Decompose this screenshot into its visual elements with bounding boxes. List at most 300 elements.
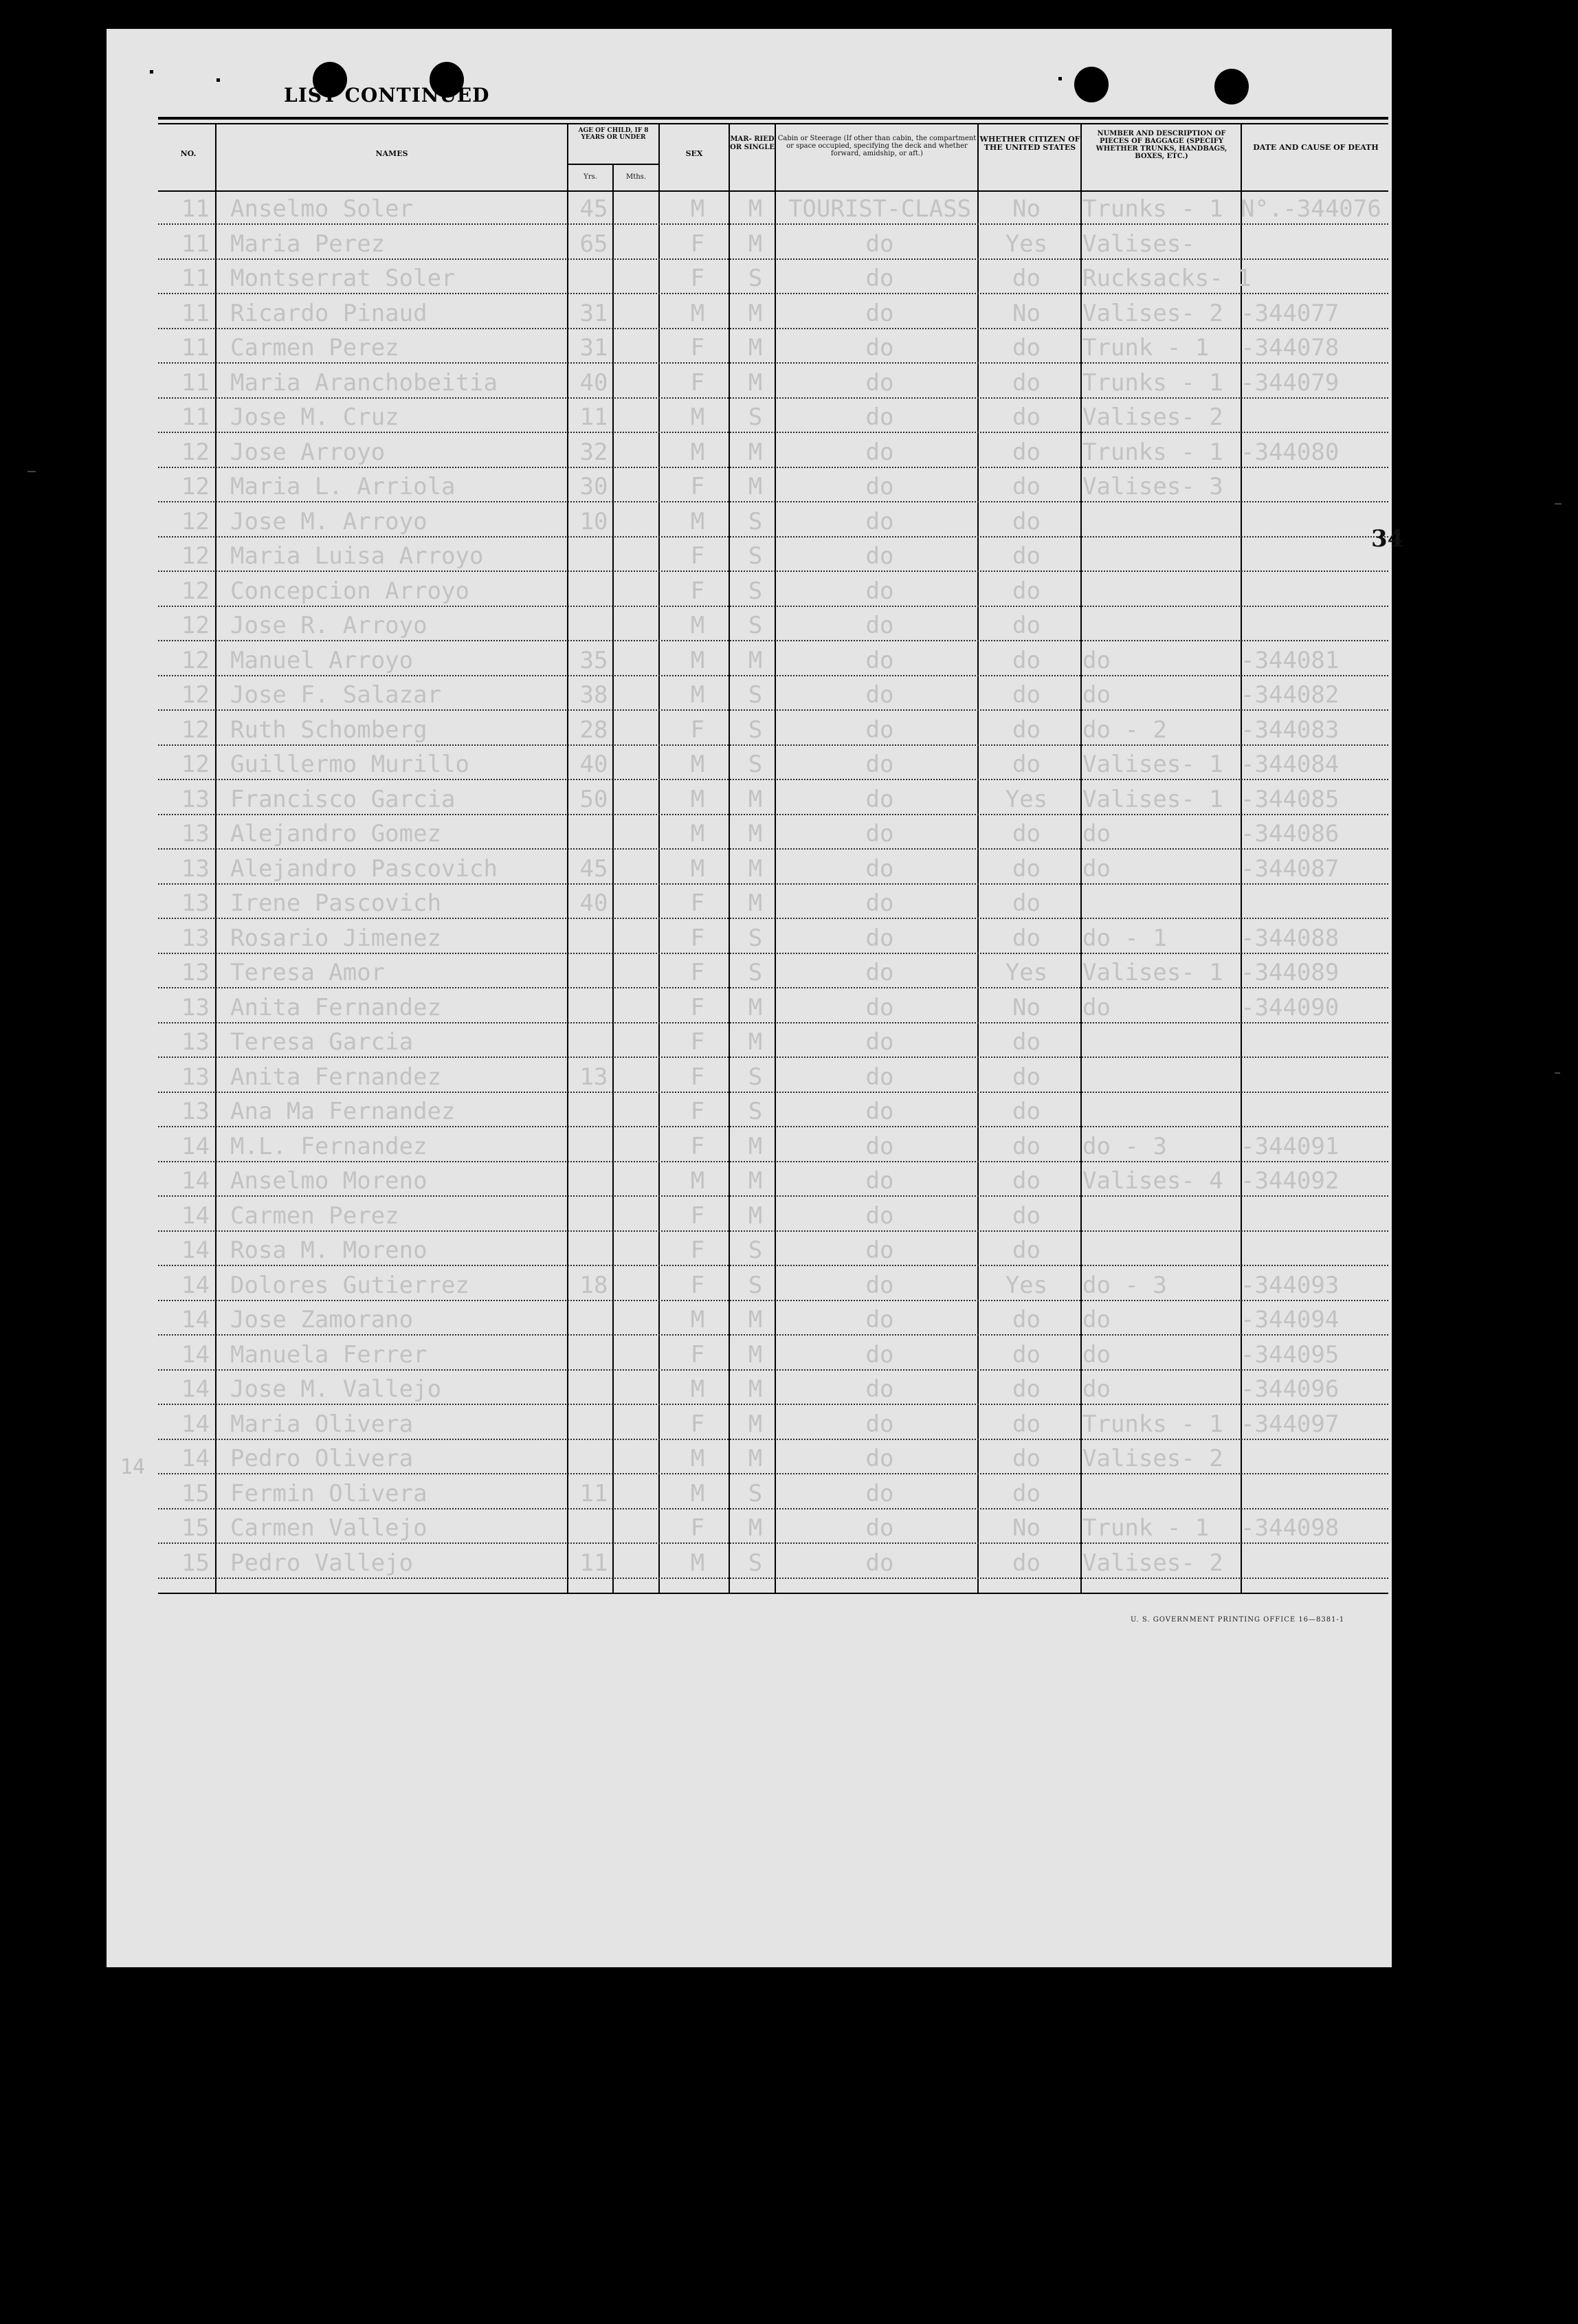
cell-no: 11 (181, 334, 210, 362)
cell-bag: Valises- 4 (1082, 1167, 1223, 1195)
margin-mark (1555, 1072, 1560, 1074)
cell-bag: Trunk - 1 (1082, 334, 1210, 362)
cell-no: 13 (181, 993, 210, 1021)
table-row (158, 432, 1388, 468)
cell-cit: do (1012, 1306, 1041, 1333)
cell-date: -344083 (1241, 716, 1340, 744)
cell-bag: do (1082, 1375, 1111, 1403)
cell-sex: M (690, 299, 705, 327)
cell-date: -344086 (1241, 820, 1340, 848)
cell-cabin: do (865, 1028, 894, 1056)
cell-mar: S (748, 959, 763, 986)
cell-sex: M (690, 785, 705, 813)
table-row (158, 1473, 1388, 1509)
cell-yrs (574, 1021, 614, 1056)
speck (150, 70, 153, 74)
cell-sex: F (690, 542, 705, 570)
cell-yrs (574, 1195, 614, 1230)
cell-date: -344094 (1241, 1306, 1340, 1333)
table-row (158, 223, 1388, 260)
header-cabin: Cabin or Steerage (If other than cabin, the compartment or space occupied, specifying the deck and whether forward, amidship, or aft.) (777, 135, 977, 157)
cell-bag (1082, 1230, 1241, 1265)
cell-mar: M (748, 334, 763, 362)
cell-no: 13 (181, 854, 210, 883)
cell-cit: Yes (1005, 230, 1048, 258)
cell-cit: do (1012, 473, 1041, 500)
cell-cabin: do (865, 785, 894, 813)
cell-name: Jose M. Arroyo (230, 507, 427, 535)
cell-no: 13 (181, 924, 210, 952)
cell-bag: do (1082, 681, 1111, 709)
cell-sex: M (690, 646, 705, 674)
cell-sex: M (690, 1549, 705, 1577)
cell-date: -344085 (1241, 785, 1340, 813)
cell-cabin: do (865, 716, 894, 744)
cell-no: 12 (181, 473, 210, 500)
header-date: DATE AND CAUSE OF DEATH (1253, 143, 1379, 152)
cell-name: Carmen Perez (230, 334, 399, 362)
cell-yrs (574, 1404, 614, 1439)
cell-cabin: do (865, 612, 894, 639)
manifest-sheet (107, 29, 1404, 1967)
cell-name: Pedro Vallejo (230, 1549, 414, 1577)
cell-bag: do (1082, 820, 1111, 848)
cell-name: Jose M. Cruz (230, 403, 399, 431)
bottom-rule (158, 1593, 1388, 1594)
cell-no: 12 (181, 577, 210, 605)
table-row (158, 952, 1388, 988)
cell-date: -344089 (1241, 959, 1340, 986)
cell-no: 15 (181, 1514, 210, 1542)
cell-name: Francisco Garcia (230, 785, 456, 813)
cell-name: Fermin Olivera (230, 1479, 427, 1507)
cell-cit: do (1012, 1132, 1041, 1160)
cell-mar: S (748, 1549, 763, 1577)
cell-mar: S (748, 1271, 763, 1299)
cell-mar: M (748, 1306, 763, 1333)
table-row (158, 918, 1388, 954)
cell-sex: M (690, 1375, 705, 1403)
table-row (158, 779, 1388, 815)
cell-name: Rosa M. Moreno (230, 1237, 427, 1264)
table-row (158, 501, 1388, 538)
cell-no: 14 (181, 1445, 210, 1472)
cell-no: 13 (181, 820, 210, 848)
cell-yrs (574, 258, 614, 293)
cell-sex: M (690, 1306, 705, 1333)
cell-cabin: do (865, 542, 894, 570)
cell-no: 12 (181, 542, 210, 570)
cell-name: Ruth Schomberg (230, 716, 427, 744)
cell-date (1241, 1091, 1399, 1126)
cell-date (1241, 605, 1399, 640)
cell-bag: Trunks - 1 (1082, 438, 1223, 466)
cell-sex: F (690, 1202, 705, 1230)
cell-sex: F (690, 716, 705, 744)
cell-mar: S (748, 577, 763, 605)
table-row (158, 258, 1388, 294)
cell-yrs: 35 (579, 646, 608, 674)
cell-cabin: do (865, 1445, 894, 1472)
header-age: AGE OF CHILD, IF 8 YEARS OR UNDER (578, 127, 649, 141)
cell-sex: F (690, 993, 705, 1021)
cell-name: Rosario Jimenez (230, 924, 442, 952)
table-row (158, 848, 1388, 885)
cell-mar: S (748, 507, 763, 535)
cell-no: 12 (181, 716, 210, 744)
cell-date (1241, 1230, 1399, 1265)
cell-bag (1082, 535, 1241, 571)
cell-date: -344078 (1241, 334, 1340, 362)
cell-sex: F (690, 1410, 705, 1438)
cell-name: Jose F. Salazar (230, 681, 442, 709)
cell-sex: F (690, 368, 705, 397)
cell-no: 14 (181, 1306, 210, 1333)
table-row (158, 674, 1388, 711)
cell-cabin: do (865, 646, 894, 674)
cell-cabin: do (865, 1202, 894, 1230)
cell-no: 12 (181, 612, 210, 639)
cell-sex: F (690, 1237, 705, 1264)
cell-cit: Yes (1005, 785, 1048, 813)
cell-cit: do (1012, 265, 1041, 292)
cell-mar: M (748, 1202, 763, 1230)
cell-bag: Trunks - 1 (1082, 368, 1223, 397)
cell-date (1241, 883, 1399, 918)
cell-no: 13 (181, 889, 210, 917)
cell-yrs: 45 (579, 195, 608, 223)
table-row (158, 1542, 1388, 1579)
cell-cabin: do (865, 438, 894, 466)
cell-sex: M (690, 1479, 705, 1507)
cell-sex: F (690, 1098, 705, 1125)
cell-name: Dolores Gutierrez (230, 1271, 469, 1299)
cell-yrs (574, 987, 614, 1022)
cell-yrs (574, 813, 614, 848)
cell-bag (1082, 1056, 1241, 1092)
table-row (158, 188, 1388, 225)
cell-date (1241, 1473, 1399, 1508)
cell-cit: do (1012, 542, 1041, 570)
cell-date: -344079 (1241, 368, 1340, 397)
cell-bag: do (1082, 646, 1111, 674)
cell-date (1241, 1542, 1399, 1578)
cell-cit: do (1012, 854, 1041, 883)
cell-mar: S (748, 1098, 763, 1125)
cell-name: Jose M. Vallejo (230, 1375, 442, 1403)
table-row (158, 1195, 1388, 1232)
cell-cabin: do (865, 751, 894, 778)
cell-sex: M (690, 1167, 705, 1195)
table-row (158, 1404, 1388, 1440)
table-row (158, 1438, 1388, 1474)
cell-date: -344093 (1241, 1271, 1340, 1299)
cell-yrs (574, 535, 614, 571)
cell-bag: do (1082, 1340, 1111, 1369)
cell-name: Alejandro Pascovich (230, 854, 498, 883)
cell-date: -344096 (1241, 1375, 1340, 1403)
table-row (158, 1160, 1388, 1197)
cell-no: 11 (181, 299, 210, 327)
cell-sex: M (690, 854, 705, 883)
cell-cit: No (1012, 195, 1041, 223)
cell-no: 15 (181, 1549, 210, 1577)
cell-cit: do (1012, 1410, 1041, 1438)
cell-mar: M (748, 299, 763, 327)
cell-mar: S (748, 612, 763, 639)
cell-sex: F (690, 959, 705, 986)
table-row (158, 1334, 1388, 1371)
cell-name: Carmen Perez (230, 1202, 399, 1230)
cell-name: Maria Aranchobeitia (230, 368, 498, 397)
cell-cabin: do (865, 1375, 894, 1403)
table-row (158, 362, 1388, 399)
cell-sex: F (690, 577, 705, 605)
cell-date: -344084 (1241, 751, 1340, 778)
cell-name: Guillermo Murillo (230, 751, 469, 778)
table-row (158, 1126, 1388, 1162)
cell-cabin: do (865, 993, 894, 1021)
cell-yrs (574, 1438, 614, 1473)
cell-sex: M (690, 507, 705, 535)
cell-mar: M (748, 820, 763, 848)
printer-imprint: U. S. GOVERNMENT PRINTING OFFICE 16—8381-1 (1131, 1616, 1345, 1624)
header-baggage: NUMBER AND DESCRIPTION OF PIECES OF BAGGAGE (SPECIFY WHETHER TRUNKS, HANDBAGS, BOXES, ETC.) (1096, 130, 1227, 160)
cell-bag (1082, 1473, 1241, 1508)
cell-no: 13 (181, 959, 210, 986)
cell-yrs (574, 952, 614, 987)
cell-yrs: 65 (579, 230, 608, 258)
cell-no: 13 (181, 1063, 210, 1091)
cell-name: Teresa Amor (230, 959, 386, 986)
cell-cabin: do (865, 854, 894, 883)
cell-bag: Valises- 1 (1082, 785, 1223, 813)
cell-sex: F (690, 1063, 705, 1091)
cell-no: 14 (181, 1202, 210, 1230)
cell-date: -344088 (1241, 924, 1340, 952)
cell-bag: Valises- 2 (1082, 1445, 1223, 1472)
table-row (158, 1021, 1388, 1058)
cell-cabin: do (865, 403, 894, 431)
cell-cabin: do (865, 265, 894, 292)
header-yrs: Yrs. (584, 173, 597, 181)
cell-sex: M (690, 751, 705, 778)
cell-date: -344077 (1241, 299, 1340, 327)
cell-name: Maria L. Arriola (230, 473, 456, 500)
cell-sex: F (690, 1340, 705, 1369)
table-row (158, 987, 1388, 1023)
cell-name: Maria Perez (230, 230, 386, 258)
cell-no: 11 (181, 195, 210, 223)
cell-sex: F (690, 1271, 705, 1299)
cell-name: Ricardo Pinaud (230, 299, 427, 327)
cell-no: 12 (181, 646, 210, 674)
cell-yrs: 31 (579, 299, 608, 327)
cell-no: 12 (181, 751, 210, 778)
cell-sex: F (690, 1514, 705, 1542)
cell-date (1241, 223, 1399, 258)
cell-bag: Valises- 1 (1082, 959, 1223, 986)
cell-cabin: do (865, 1271, 894, 1299)
cell-name: Manuela Ferrer (230, 1340, 427, 1369)
cell-cit: do (1012, 924, 1041, 952)
cell-cabin: do (865, 681, 894, 709)
cell-yrs: 11 (579, 1549, 608, 1577)
cell-cit: Yes (1005, 1271, 1048, 1299)
cell-cit: do (1012, 1167, 1041, 1195)
cell-date (1241, 571, 1399, 606)
cell-yrs (574, 1334, 614, 1369)
cell-bag: Valises- 2 (1082, 299, 1223, 327)
cell-mar: M (748, 1167, 763, 1195)
cell-name: Ana Ma Fernandez (230, 1098, 456, 1125)
cell-yrs: 30 (579, 473, 608, 500)
cell-bag: do (1082, 993, 1111, 1021)
cell-date (1241, 397, 1399, 432)
cell-date (1241, 1438, 1399, 1473)
cell-cit: do (1012, 577, 1041, 605)
cell-date: -344095 (1241, 1340, 1340, 1369)
cell-sex: F (690, 924, 705, 952)
cell-yrs: 18 (579, 1271, 608, 1299)
cell-cit: No (1012, 993, 1041, 1021)
cell-name: Irene Pascovich (230, 889, 442, 917)
cell-no: 14 (181, 1167, 210, 1195)
cell-name: Montserrat Soler (230, 265, 456, 292)
table-row (158, 535, 1388, 572)
cell-cabin: do (865, 1132, 894, 1160)
cell-cabin: do (865, 889, 894, 917)
cell-mar: S (748, 681, 763, 709)
cell-cit: do (1012, 368, 1041, 397)
cell-bag (1082, 571, 1241, 606)
cell-yrs (574, 1299, 614, 1334)
cell-cit: do (1012, 681, 1041, 709)
cell-bag (1082, 1021, 1241, 1056)
table-row (158, 327, 1388, 364)
cell-sex: F (690, 889, 705, 917)
cell-bag: do - 1 (1082, 924, 1167, 952)
cell-mar: M (748, 1028, 763, 1056)
table-row (158, 605, 1388, 641)
cell-cabin: do (865, 924, 894, 952)
cell-date (1241, 1195, 1399, 1230)
cell-cit: do (1012, 1063, 1041, 1091)
table-row (158, 883, 1388, 919)
cell-cit: do (1012, 1098, 1041, 1125)
cell-cit: do (1012, 403, 1041, 431)
cell-yrs (574, 1126, 614, 1161)
cell-mar: S (748, 1479, 763, 1507)
table-row (158, 1369, 1388, 1405)
cell-date: -344090 (1241, 993, 1340, 1021)
cell-sex: M (690, 1445, 705, 1472)
cell-name: Alejandro Gomez (230, 820, 442, 848)
speck (216, 78, 220, 82)
cell-yrs: 13 (579, 1063, 608, 1091)
cell-cit: do (1012, 751, 1041, 778)
cell-name: Anselmo Soler (230, 195, 414, 223)
cell-name: Teresa Garcia (230, 1028, 414, 1056)
cell-cit: do (1012, 1445, 1041, 1472)
cell-cabin: do (865, 1167, 894, 1195)
cell-yrs: 28 (579, 716, 608, 744)
cell-yrs: 40 (579, 368, 608, 397)
cell-cit: do (1012, 1028, 1041, 1056)
header-mths: Mths. (625, 173, 646, 181)
cell-sex: F (690, 1132, 705, 1160)
cell-date: -344092 (1241, 1167, 1340, 1195)
table-row (158, 640, 1388, 676)
cell-bag: Valises- 1 (1082, 751, 1223, 778)
cell-cit: do (1012, 646, 1041, 674)
table-row (158, 293, 1388, 329)
cell-date: -344081 (1241, 646, 1340, 674)
cell-no: 14 (181, 1375, 210, 1403)
cell-yrs (574, 1507, 614, 1542)
cell-name: Anita Fernandez (230, 1063, 442, 1091)
cell-no: 11 (181, 368, 210, 397)
cell-cabin: do (865, 334, 894, 362)
cell-mar: S (748, 1237, 763, 1264)
cell-no: 11 (181, 403, 210, 431)
cell-yrs (574, 1160, 614, 1195)
cell-sex: F (690, 230, 705, 258)
cell-date: -344098 (1241, 1514, 1340, 1542)
cell-mar: M (748, 1340, 763, 1369)
cell-cabin: do (865, 1306, 894, 1333)
cell-mar: S (748, 403, 763, 431)
cell-name: Jose Zamorano (230, 1306, 414, 1333)
cell-mar: M (748, 1514, 763, 1542)
cell-cabin: TOURIST-CLASS (788, 195, 972, 223)
cell-cabin: do (865, 507, 894, 535)
cell-yrs (574, 571, 614, 606)
cell-name: Maria Olivera (230, 1410, 414, 1438)
margin-mark (27, 471, 36, 472)
cell-cabin: do (865, 820, 894, 848)
cell-sex: F (690, 473, 705, 500)
cell-yrs (574, 1091, 614, 1126)
cell-sex: F (690, 334, 705, 362)
cell-yrs (574, 605, 614, 640)
cell-cit: do (1012, 612, 1041, 639)
cell-date: -344097 (1241, 1410, 1340, 1438)
cell-name: Anselmo Moreno (230, 1167, 427, 1195)
cell-sex: F (690, 265, 705, 292)
cell-cabin: do (865, 299, 894, 327)
cell-mar: M (748, 438, 763, 466)
cell-no: 14 (181, 1237, 210, 1264)
cell-bag: Rucksacks- 1 (1082, 265, 1252, 292)
cell-no: 13 (181, 785, 210, 813)
cell-yrs: 10 (579, 507, 608, 535)
cell-bag: do (1082, 854, 1111, 883)
cell-mar: M (748, 889, 763, 917)
table-row (158, 813, 1388, 850)
cell-cit: do (1012, 1375, 1041, 1403)
cell-date: -344087 (1241, 854, 1340, 883)
cell-cabin: do (865, 1549, 894, 1577)
cell-name: Jose Arroyo (230, 438, 386, 466)
speck (1058, 77, 1062, 80)
cell-yrs: 50 (579, 785, 608, 813)
cell-name: Maria Luisa Arroyo (230, 542, 484, 570)
header-married: MAR- RIED OR SINGLE (730, 135, 775, 151)
cell-cit: do (1012, 1340, 1041, 1369)
cell-mar: M (748, 785, 763, 813)
cell-bag: Trunks - 1 (1082, 1410, 1223, 1438)
